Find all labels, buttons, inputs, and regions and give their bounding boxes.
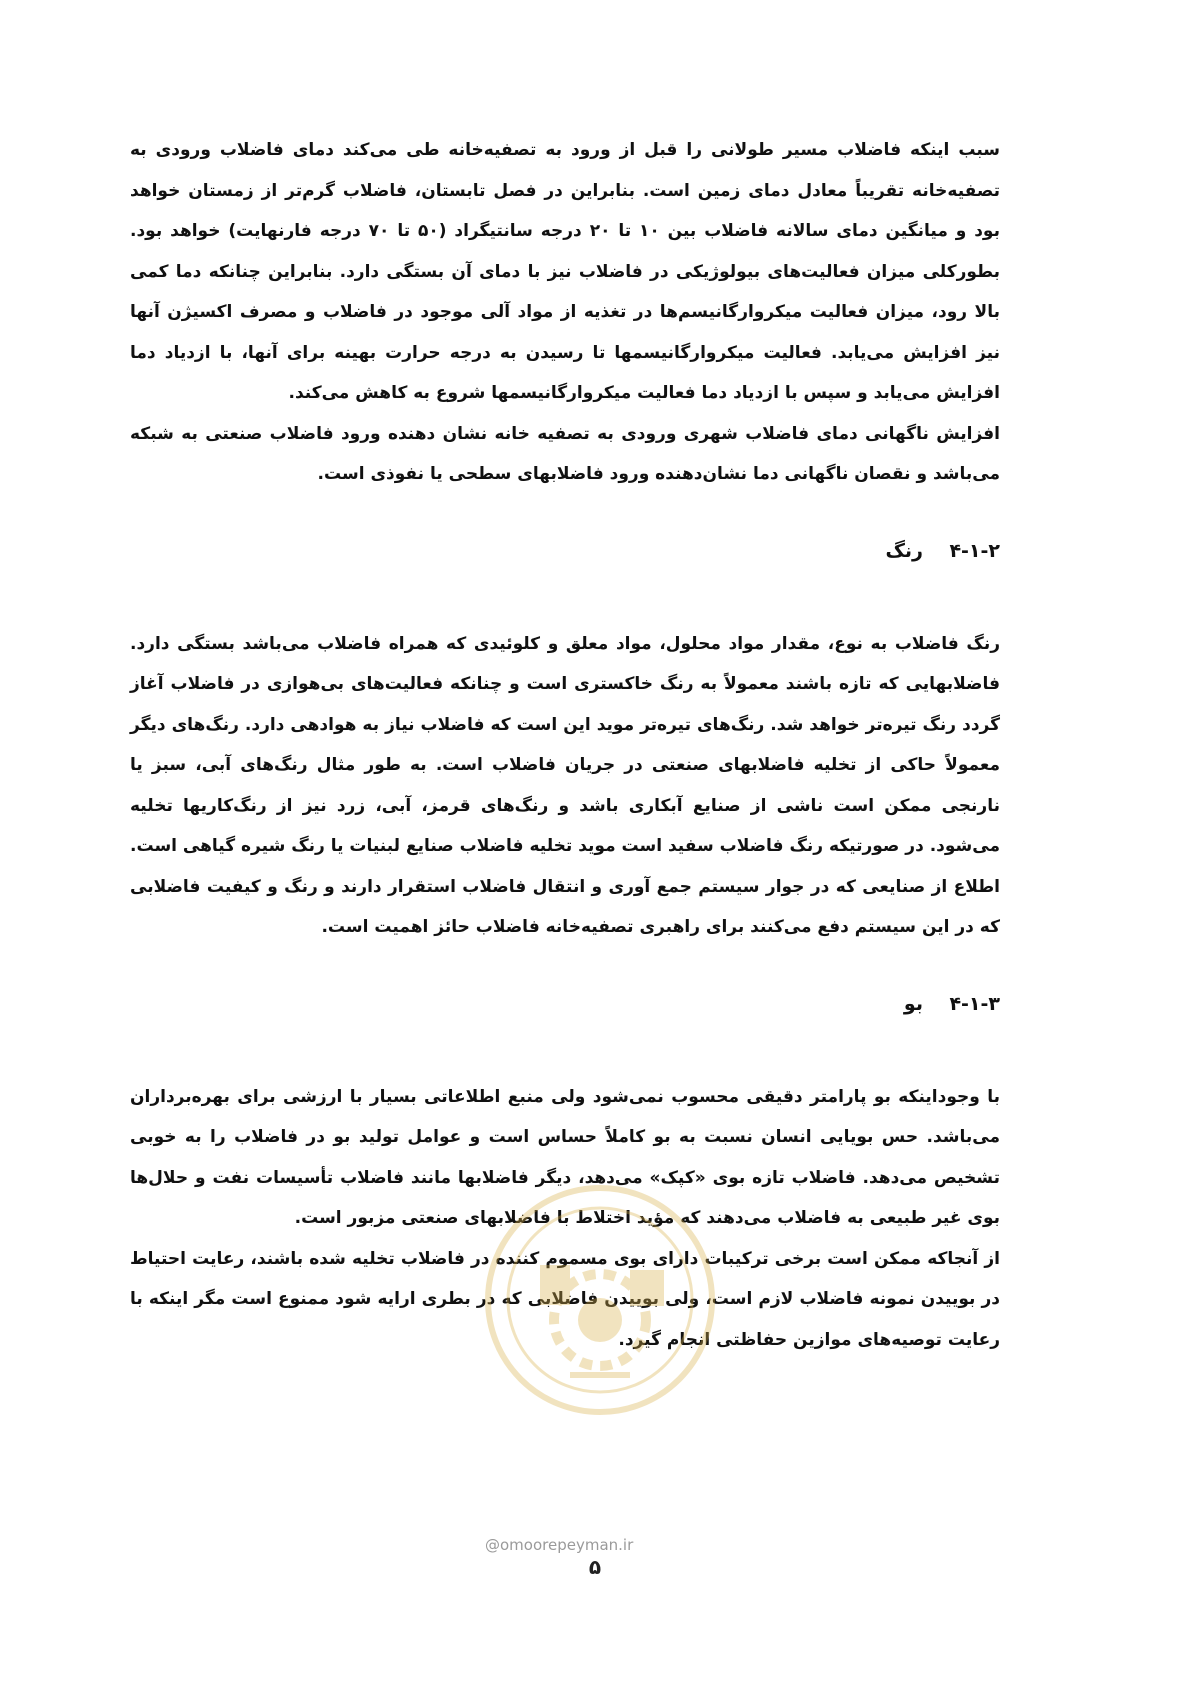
section-title: بو (903, 992, 923, 1015)
paragraph-temperature-1: سبب اینکه فاضلاب مسیر طولانی را قبل از ورود به تصفیه‌خانه طی می‌کند دمای فاضلاب ورودی به تصفیه‌خانه تقریباً معادل دمای زمین است. بنابراین در فصل تابستان، فاضلاب گرم‌تر از زمستان خواهد بود و میانگین دمای سالانه فاضلاب بین ۱۰ تا ۲۰ درجه سانتیگراد (۵۰ تا ۷۰ درجه فارنهایت) خواهد بود. بطورکلی میزان فعالیت‌های بیولوژیکی در فاضلاب نیز با دمای آن بستگی دارد. بنابراین چنانکه دما کمی بالا رود، میزان فعالیت میکروارگانیسم‌ها در تغذیه از مواد آلی موجود در فاضلاب و مصرف اکسیژن آنها نیز افزایش می‌یابد. فعالیت میکروارگانیسمها تا رسیدن به درجه حرارت بهینه برای آنها، با ازدیاد دما افزایش می‌یابد و سپس با ازدیاد دما فعالیت میکروارگانیسمها شروع به کاهش می‌کند. (130, 140, 1000, 403)
section-number: ۴-۱-۲ (949, 539, 1000, 562)
section-heading-color (130, 540, 1000, 562)
page-number: ۵ (588, 1555, 602, 1579)
section-title: رنگ (885, 539, 923, 562)
section-heading-odor (130, 993, 1000, 1015)
paragraph-odor-2: از آنجاکه ممکن است برخی ترکیبات دارای بوی مسموم کننده در فاضلاب تخلیه شده باشند، رعایت احتیاط در بوییدن نمونه فاضلاب لازم است، ولی بوییدن فاضلابی که در بطری ارایه شود ممنوع است مگر اینکه با رعایت توصیه‌های موازین حفاظتی انجام گیرد. (130, 1248, 1000, 1350)
document-page (130, 130, 1000, 1360)
watermark-url: @omoorepeyman.ir (485, 1536, 634, 1554)
paragraph-temperature-2: افزایش ناگهانی دمای فاضلاب شهری ورودی به تصفیه خانه نشان دهنده ورود فاضلاب صنعتی به شبکه می‌باشد و نقصان ناگهانی دما نشان‌دهنده ورود فاضلابهای سطحی یا نفوذی است. (130, 423, 1000, 484)
paragraph-color: رنگ فاضلاب به نوع، مقدار مواد محلول، مواد معلق و کلوئیدی که همراه فاضلاب می‌باشد بستگی دارد. فاضلابهایی که تازه باشند معمولاً به رنگ خاکستری است و چنانکه فعالیت‌های بی‌هوازی در فاضلاب آغاز گردد رنگ تیره‌تر خواهد شد. رنگ‌های تیره‌تر موید این است که فاضلاب نیاز به هوادهی دارد. رنگ‌های دیگر معمولاً حاکی از تخلیه فاضلابهای صنعتی در جریان فاضلاب است. به طور مثال رنگ‌های آبی، سبز یا نارنجی ممکن است ناشی از صنایع آبکاری باشد و رنگ‌های قرمز، آبی، زرد نیز از رنگ‌کاریها تخلیه می‌شود. در صورتیکه رنگ فاضلاب سفید است موید تخلیه فاضلاب صنایع لبنیات یا رنگ شیره گیاهی است. اطلاع از صنایعی که در جوار سیستم جمع آوری و انتقال فاضلاب استقرار دارند و رنگ و کیفیت فاضلابی که در این سیستم دفع می‌کنند برای راهبری تصفیه‌خانه فاضلاب حائز اهمیت است. (129, 633, 1000, 937)
paragraph-odor-1: با وجوداینکه بو پارامتر دقیقی محسوب نمی‌شود ولی منبع اطلاعاتی بسیار با ارزشی برای بهره‌برداران می‌باشد. حس بویایی انسان نسبت به بو کاملاً حساس است و عوامل تولید بو در فاضلاب را به خوبی تشخیص می‌دهد. فاضلاب تازه بوی «کپک» می‌دهد، دیگر فاضلابها مانند فاضلاب تأسیسات نفت و حلال‌ها بوی غیر طبیعی به فاضلاب می‌دهند که مؤید اختلاط با فاضلابهای صنعتی مزبور است. (130, 1086, 1000, 1228)
section-number: ۴-۱-۳ (949, 992, 1000, 1015)
